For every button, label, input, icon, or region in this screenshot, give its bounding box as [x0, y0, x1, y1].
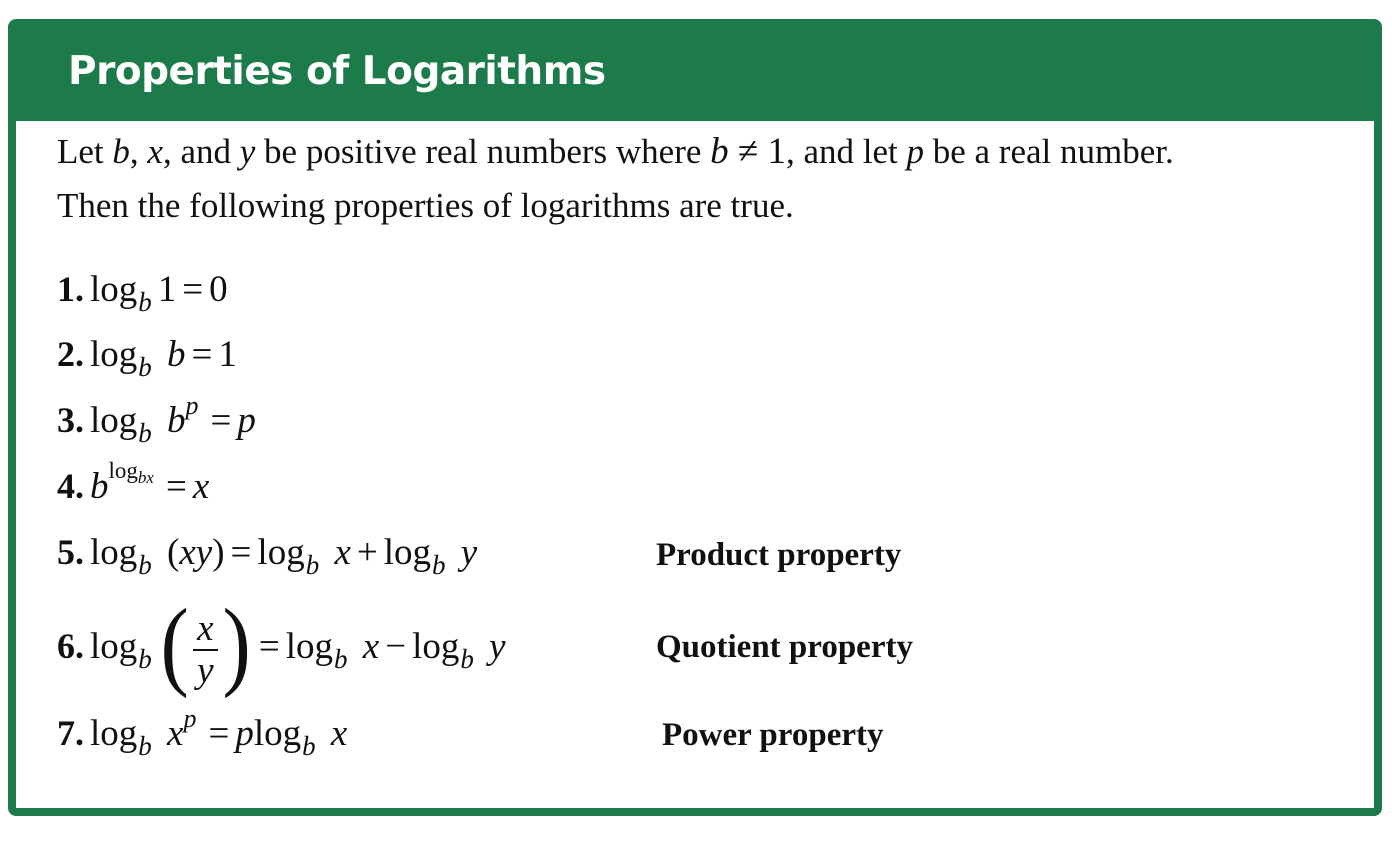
property-4: 4. $b^{log_{bx}} = x$	[57, 458, 210, 507]
fraction-x-over-y: $\frac{x}{y}$	[193, 609, 217, 691]
intro-text	[57, 125, 1174, 233]
formula-3: $\log_b b^p = p$	[90, 391, 256, 448]
property-2: 2. $\log_b b = 1$	[57, 334, 237, 382]
quotient-property-label: Quotient property	[656, 629, 913, 665]
formula-4: $b^{log_{bx}} = x$	[90, 458, 210, 507]
property-5: 5. $\log_b (xy) = \log_b x + \log_b y$	[57, 532, 478, 580]
formula-1: $\log_b 1 = 0$	[90, 269, 228, 317]
card-header	[16, 27, 1374, 121]
intro-line-2: Then the following properties of logarithms are true.	[57, 186, 794, 225]
formula-2: $\log_b b = 1$	[90, 334, 237, 382]
product-property-label: Product property	[656, 537, 902, 573]
property-3: 3. $\log_b b^p = p$	[57, 391, 256, 448]
formula-5: $\log_b (xy) = \log_b x + \log_b y$	[90, 532, 478, 580]
formula-7: $\log_b x^p = plog_b$ x	[90, 704, 348, 761]
power-property-label: Power property	[662, 717, 884, 753]
condition: b ≠ 1	[710, 131, 786, 172]
intro-line-1: Let b, x, and y be positive real numbers where b ≠ 1, and let p be a real number.	[57, 131, 1174, 172]
property-7: 7. $\log_b x^p = plog_b$ x	[57, 704, 348, 761]
property-6: 6. $\log_b$( $\frac{x}{y}$ ) = $\log_b x - \log_b y$	[57, 588, 506, 699]
property-1: 1. $\log_b 1 = 0$	[57, 269, 228, 317]
formula-6: $\log_b$( $\frac{x}{y}$ ) = $\log_b x - \log_b y$	[90, 588, 506, 699]
page-title: Properties of Logarithms	[68, 49, 606, 94]
